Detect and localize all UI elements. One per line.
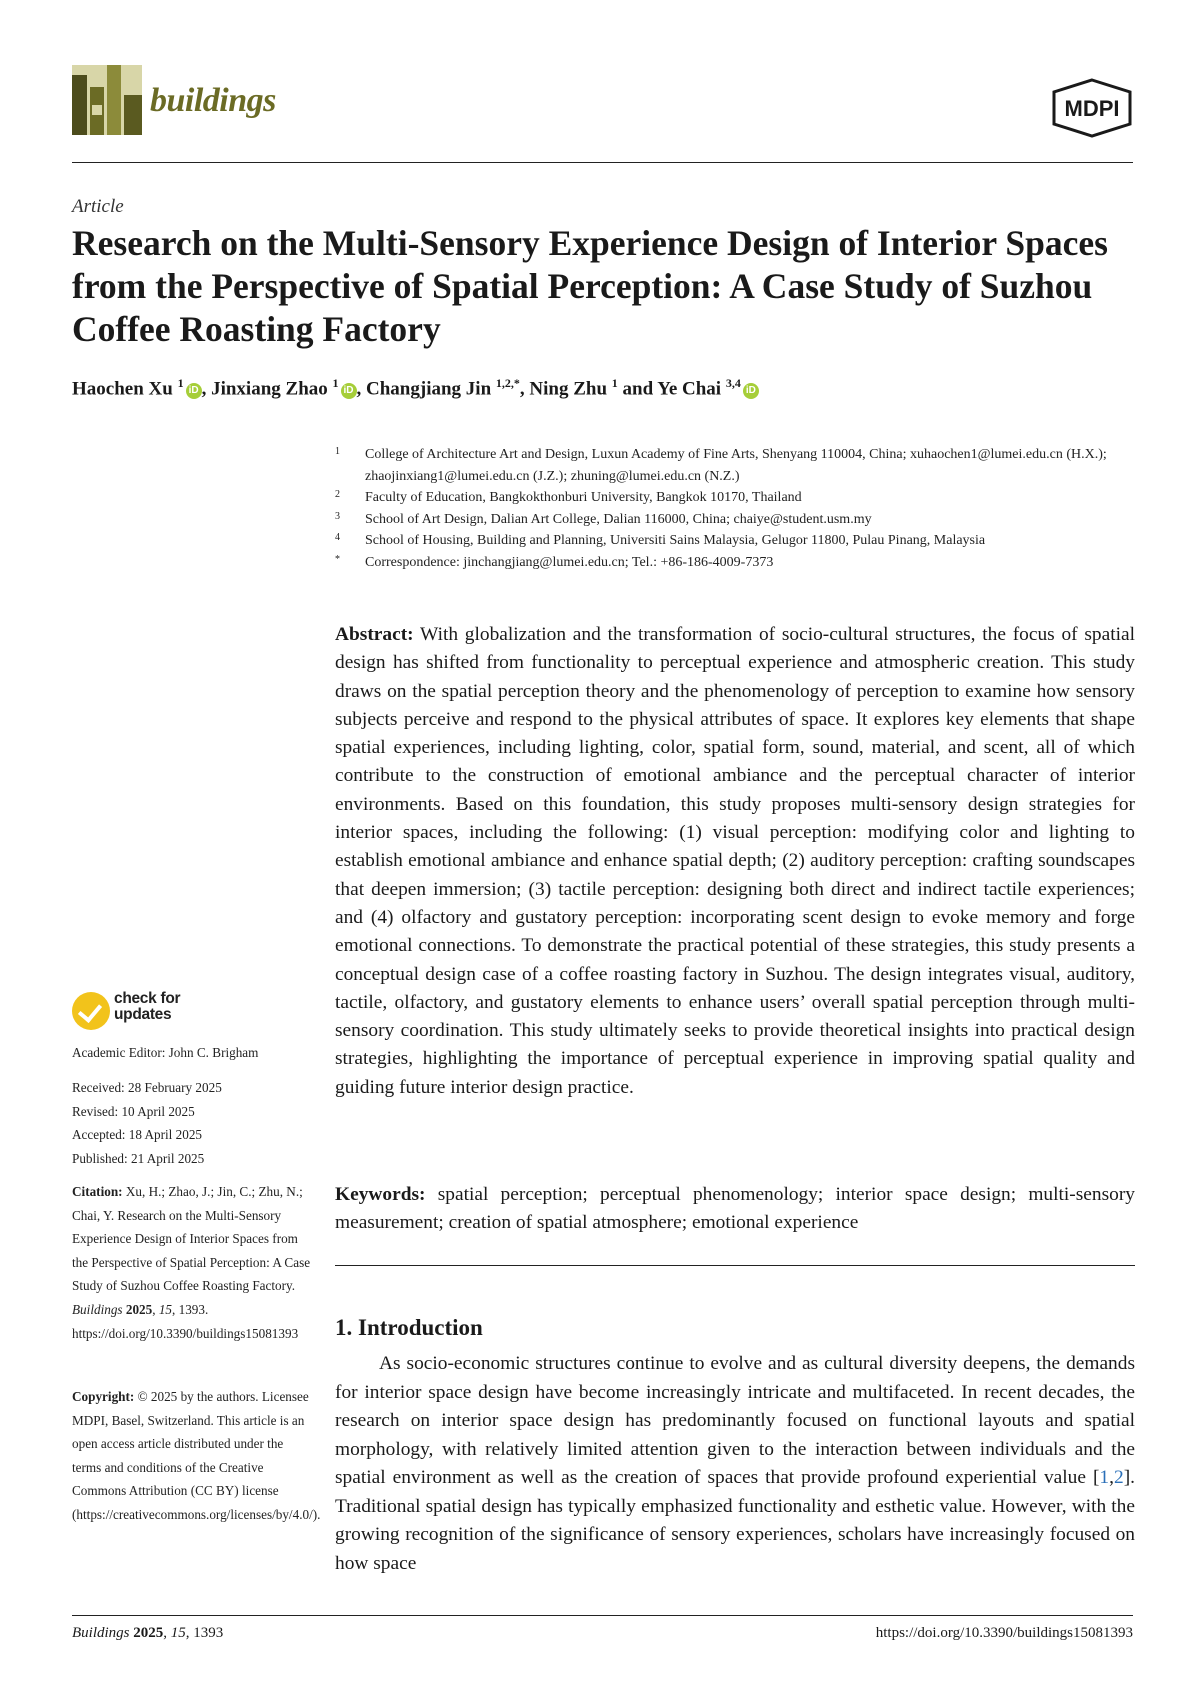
footer-divider <box>72 1615 1133 1616</box>
author-name[interactable]: Ye Chai <box>657 378 722 400</box>
publisher-name: MDPI <box>1064 96 1120 121</box>
mdpi-logo-icon <box>1050 78 1134 138</box>
orcid-icon[interactable]: iD <box>341 383 357 399</box>
author-affiliation-sup: 1,2,* <box>495 376 520 390</box>
abstract-label: Abstract: <box>335 624 414 645</box>
correspondence: * Correspondence: jinchangjiang@lumei.edu.cn; Tel.: +86-186-4009-7373 <box>335 553 774 570</box>
keywords-text: spatial perception; perceptual phenomenology; interior space design; multi-sensory measurement; creation of spatial atmosphere; emotional experience <box>335 1184 1135 1234</box>
copyright-block: Copyright: © 2025 by the authors. Licensee MDPI, Basel, Switzerland. This article is an open access article distributed under the terms and conditions of the Creative Commons Attribution (CC BY) license (https://creativecommons.org/licenses/by/4.0/). <box>72 1389 321 1522</box>
article-type: Article <box>72 196 124 217</box>
author-name[interactable]: Changjiang Jin <box>366 378 492 400</box>
academic-editor: Academic Editor: John C. Brigham <box>72 1045 259 1060</box>
citation-doi[interactable]: , 1393. https://doi.org/10.3390/buildings15081393 <box>72 1301 299 1341</box>
header-divider <box>72 162 1133 163</box>
introduction-paragraph: As socio-economic structures continue to evolve and as cultural diversity deepens, the demands for interior space design have become increasingly intricate and multifaceted. In recent decades, the research on interior space design has predominantly focused on functional layouts and spatial morphology, with relatively limited attention given to the interaction between individuals and the spatial environment as well as the creation of spaces that provide profound experiential value [1,2]. Traditional spatial design has typically emphasized functionality and esthetic value. However, with the growing recognition of the significance of sensory experiences, scholars have increasingly focused on how space <box>335 1353 1135 1574</box>
abstract-text: With globalization and the transformation of socio-cultural structures, the focus of spatial design has shifted from functionality to perceptual experience and atmospheric creation. This study draws on the spatial perception theory and the phenomenology of perception to examine how sensory subjects perceive and respond to the physical attributes of space. It explores key elements that shape spatial experiences, including lighting, color, spatial form, sound, material, and scent, all of which contribute to the construction of emotional ambiance and the perceptual character of interior environments. Based on this foundation, this study proposes multi-sensory design strategies for interior spaces, including the following: (1) visual perception: modifying color and lighting to establish emotional ambiance and enhance spatial depth; (2) auditory perception: crafting soundscapes that deepen immersion; (3) tactile perception: designing both direct and indirect tactile experiences; and (4) olfactory and gustatory perception: incorporating scent design to evoke memory and forge emotional connections. To demonstrate the practical potential of these strategies, this study presents a conceptual design case of a coffee roasting factory in Suzhou. The design integrates visual, auditory, tactile, olfactory, and gustatory elements to enhance users’ overall spatial perception through multi-sensory coordination. This study ultimately seeks to provide theoretical insights into practical design strategies, highlighting the importance of perceptual experience in improving spatial quality and guiding future interior design practice. <box>335 624 1135 1098</box>
author-name[interactable]: Ning Zhu <box>529 378 608 400</box>
author-affiliation-sup: 1 <box>177 376 184 390</box>
check-icon <box>72 992 110 1030</box>
affiliations <box>335 444 1135 573</box>
author-affiliation-sup: 3,4 <box>725 376 741 390</box>
keywords-label: Keywords: <box>335 1184 426 1205</box>
paper-title: Research on the Multi-Sensory Experience Design of Interior Spaces from the Perspective of Spatial Perception: A Case Study of Suzhou Coffee Roasting Factory <box>72 223 1108 349</box>
author-list: Haochen Xu $^1$iD , Jinxiang Zhao $^1$iD , Changjiang Jin $^{1,2,*}$, Ning Zhu $^1$ and Ye Chai $^{3,4}$iD <box>72 376 759 400</box>
author-name[interactable]: Haochen Xu <box>72 378 173 400</box>
keywords <box>335 1181 1135 1238</box>
citation-link[interactable]: 1 <box>1099 1467 1110 1488</box>
affiliation-item: 3 School of Art Design, Dalian Art College, Dalian 116000, China; chaiye@student.usm.my <box>335 510 872 527</box>
publication-dates <box>72 1076 222 1170</box>
author-affiliation-sup: 1 <box>332 376 339 390</box>
footer-doi-link[interactable]: https://doi.org/10.3390/buildings15081393 <box>875 1625 1133 1641</box>
orcid-icon[interactable]: iD <box>743 383 759 399</box>
affiliation-item: 2 Faculty of Education, Bangkokthonburi University, Bangkok 10170, Thailand <box>335 489 802 505</box>
affiliation-item: 4 School of Housing, Building and Planning, Universiti Sains Malaysia, Gelugor 11800, Pulau Pinang, Malaysia <box>335 532 986 548</box>
accepted-date: Accepted: 18 April 2025 <box>72 1127 203 1143</box>
citation-block: Citation: Xu, H.; Zhao, J.; Jin, C.; Zhu, N.; Chai, Y. Research on the Multi-Sensory Experience Design of Interior Spaces from the Perspective of Spatial Perception: A Case Study of Suzhou Coffee Roasting Factory. Buildings 2025, 15, 1393. https://doi.org/10.3390/buildings15081393 <box>72 1184 311 1341</box>
footer-citation: Buildings 2025, 15, 1393 <box>72 1625 224 1641</box>
journal-logo-icon <box>72 65 142 135</box>
citation-link[interactable]: 2 <box>1113 1467 1124 1488</box>
affiliation-item: 1 College of Architecture Art and Design, Luxun Academy of Fine Arts, Shenyang 110004, China; xuhaochen1@lumei.edu.cn (H.X.); zhaojinxiang1@lumei.edu.cn (J.Z.); zhuning@lumei.edu.cn (N.Z.) <box>335 446 1107 484</box>
author-name[interactable]: Jinxiang Zhao <box>211 378 328 400</box>
keywords-divider <box>335 1265 1135 1266</box>
abstract <box>335 621 1135 1102</box>
check-for-updates-button[interactable]: check for updates <box>72 990 182 1034</box>
orcid-icon[interactable]: iD <box>186 383 202 399</box>
section-heading: 1. Introduction <box>335 1315 483 1340</box>
received-date: Received: 28 February 2025 <box>72 1080 222 1095</box>
journal-name: buildings <box>150 82 276 119</box>
revised-date: Revised: 10 April 2025 <box>72 1103 195 1119</box>
published-date: Published: 21 April 2025 <box>72 1150 205 1166</box>
author-affiliation-sup: 1 <box>611 376 618 390</box>
